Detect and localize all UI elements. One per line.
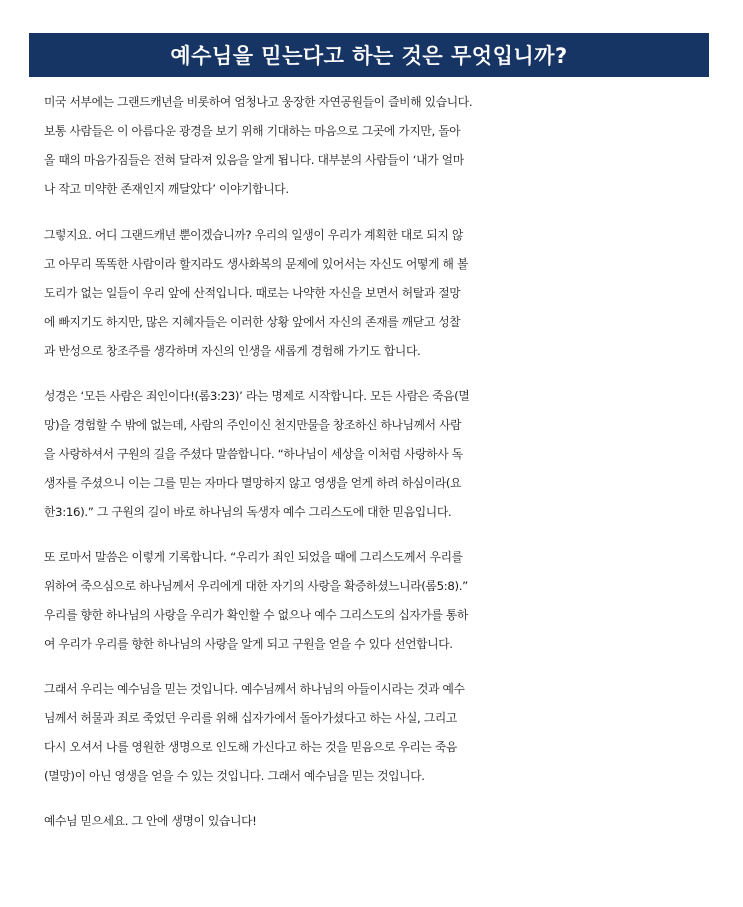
paragraph-line: 여 우리가 우리를 향한 하나님의 사랑을 알게 되고 구원을 얻을 수 있다 선언합니다. bbox=[44, 637, 453, 651]
paragraph-line: 망)을 경험할 수 밖에 없는데, 사람의 주인이신 천지만물을 창조하신 하나님께서 사람 bbox=[44, 418, 462, 432]
document-title: 예수님을 믿는다고 하는 것은 무엇입니까? bbox=[170, 44, 568, 68]
paragraph-4 bbox=[44, 543, 724, 659]
paragraph-line: 올 때의 마음가짐들은 전혀 달라져 있음을 알게 됩니다. 대부분의 사람들이 ‘내가 얼마 bbox=[44, 153, 464, 167]
document-body bbox=[44, 88, 724, 856]
paragraph-line: 우리를 향한 하나님의 사랑을 우리가 확인할 수 없으나 예수 그리스도의 십자가를 통하 bbox=[44, 608, 469, 622]
paragraph-line: 다시 오셔서 나를 영원한 생명으로 인도해 가신다고 하는 것을 믿음으로 우리는 죽음 bbox=[44, 740, 457, 754]
paragraph-line: 미국 서부에는 그랜드캐년을 비롯하여 엄청나고 웅장한 자연공원들이 즐비해 있습니다. bbox=[44, 95, 473, 109]
paragraph-2 bbox=[44, 221, 724, 366]
paragraph-line: 도리가 없는 일들이 우리 앞에 산적입니다. 때로는 나약한 자신을 보면서 허탈과 절망 bbox=[44, 286, 461, 300]
paragraph-line: 보통 사람들은 이 아름다운 광경을 보기 위해 기대하는 마음으로 그곳에 가지만, 돌아 bbox=[44, 124, 461, 138]
title-banner bbox=[29, 33, 709, 77]
paragraph-3 bbox=[44, 382, 724, 527]
paragraph-line: 고 아무리 똑똑한 사람이라 할지라도 생사화복의 문제에 있어서는 자신도 어떻게 해 볼 bbox=[44, 257, 469, 271]
paragraph-line: 그렇지요. 어디 그랜드캐년 뿐이겠습니까? 우리의 일생이 우리가 계획한 대로 되지 않 bbox=[44, 228, 463, 242]
paragraph-line: 예수님 믿으세요. 그 안에 생명이 있습니다! bbox=[44, 814, 257, 828]
paragraph-line: (멸망)이 아닌 영생을 얻을 수 있는 것입니다. 그래서 예수님을 믿는 것입니다. bbox=[44, 769, 425, 783]
paragraph-line: 을 사랑하셔서 구원의 길을 주셨다 말씀합니다. “하나님이 세상을 이처럼 사랑하사 독 bbox=[44, 447, 463, 461]
paragraph-line: 님께서 허물과 죄로 죽었던 우리를 위해 십자가에서 돌아가셨다고 하는 사실, 그리고 bbox=[44, 711, 457, 725]
paragraph-line: 위하여 죽으심으로 하나님께서 우리에게 대한 자기의 사랑을 확증하셨느니라(롬5:8).” bbox=[44, 579, 468, 593]
paragraph-line: 성경은 ‘모든 사람은 죄인이다!(롬3:23)’ 라는 명제로 시작합니다. 모든 사람은 죽음(멸 bbox=[44, 389, 470, 403]
paragraph-6 bbox=[44, 807, 724, 836]
paragraph-line: 생자를 주셨으니 이는 그를 믿는 자마다 멸망하지 않고 영생을 얻게 하려 하심이라(요 bbox=[44, 476, 462, 490]
paragraph-1 bbox=[44, 88, 724, 204]
paragraph-line: 과 반성으로 창조주를 생각하며 자신의 인생을 새롭게 경험해 가기도 합니다. bbox=[44, 344, 421, 358]
paragraph-line: 그래서 우리는 예수님을 믿는 것입니다. 예수님께서 하나님의 아들이시라는 것과 예수 bbox=[44, 682, 465, 696]
paragraph-line: 또 로마서 말씀은 이렇게 기록합니다. “우리가 죄인 되었을 때에 그리스도께서 우리를 bbox=[44, 550, 463, 564]
paragraph-line: 나 작고 미약한 존재인지 깨달았다’ 이야기합니다. bbox=[44, 182, 289, 196]
paragraph-line: 한3:16).” 그 구원의 길이 바로 하나님의 독생자 예수 그리스도에 대한 믿음입니다. bbox=[44, 505, 452, 519]
paragraph-line: 에 빠지기도 하지만, 많은 지혜자들은 이러한 상황 앞에서 자신의 존재를 깨닫고 성찰 bbox=[44, 315, 461, 329]
paragraph-5 bbox=[44, 675, 724, 791]
